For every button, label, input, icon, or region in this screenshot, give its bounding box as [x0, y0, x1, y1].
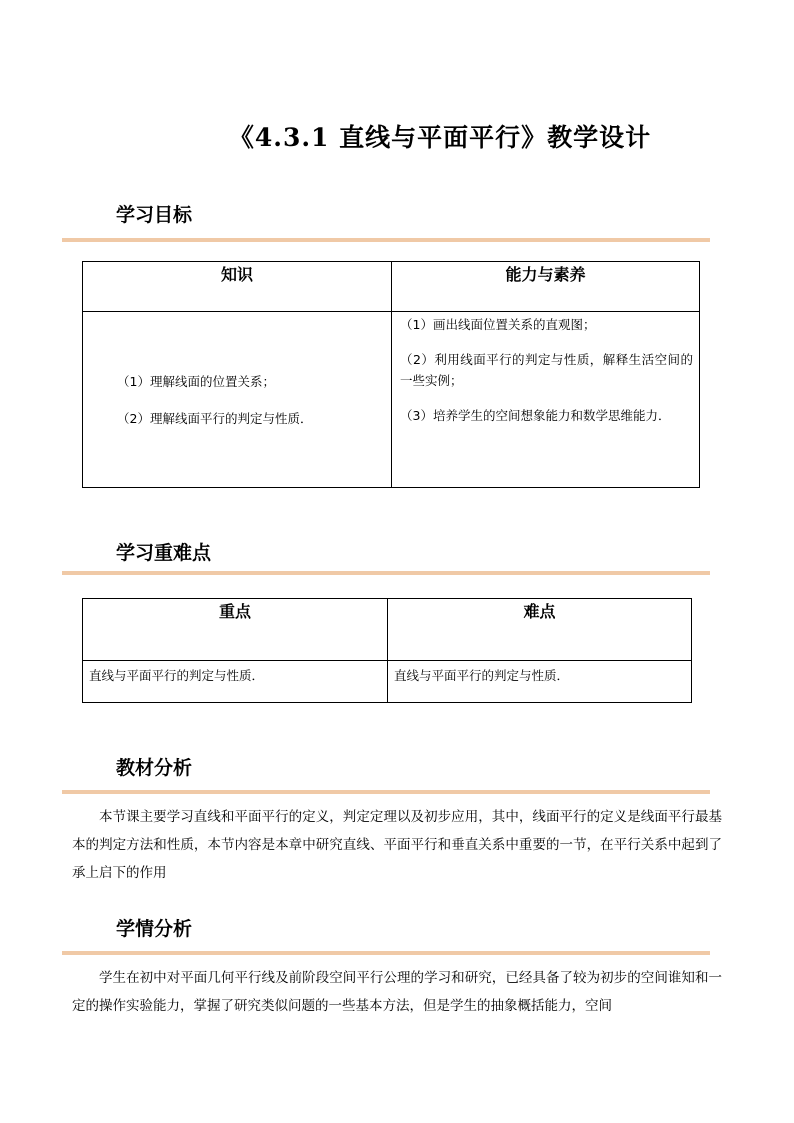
- textbook-paragraph: 本节课主要学习直线和平面平行的定义，判定定理以及初步应用，其中，线面平行的定义是线面平行最基本的判定方法和性质，本节内容是本章中研究直线、平面平行和垂直关系中重要的一节，在平行关系中起到了承上启下的作用: [72, 809, 722, 881]
- table-header-ability: 能力与素养: [392, 262, 700, 312]
- table-header-key-point: 重点: [83, 599, 388, 661]
- section-divider: [62, 951, 710, 955]
- key-point-text: 直线与平面平行的判定与性质．: [89, 668, 265, 683]
- section-divider: [62, 571, 710, 575]
- section-heading-textbook: 教材分析: [116, 757, 193, 779]
- knowledge-cell: [83, 312, 392, 488]
- page-title: 《4.3.1 直线与平面平行》教学设计: [228, 123, 652, 152]
- table-header-difficulty: 难点: [388, 599, 692, 661]
- knowledge-item: （2）理解线面平行的判定与性质．: [117, 410, 313, 426]
- ability-item: （2）利用线面平行的判定与性质，解释生活空间的一些实例；: [400, 352, 693, 388]
- students-paragraph: 学生在初中对平面几何平行线及前阶段空间平行公理的学习和研究，已经具备了较为初步的空间谁知和一定的操作实验能力，掌握了研究类似问题的一些基本方法，但是学生的抽象概括能力，空间: [72, 970, 722, 1014]
- section-divider: [62, 790, 710, 794]
- ability-cell: [392, 312, 700, 488]
- table-header-knowledge: 知识: [83, 262, 392, 312]
- section-divider: [62, 238, 710, 242]
- difficulty-cell: [388, 661, 692, 703]
- ability-item: （1）画出线面位置关系的直观图；: [400, 317, 596, 332]
- knowledge-item: （1）理解线面的位置关系；: [117, 373, 275, 389]
- section-heading-objectives: 学习目标: [116, 204, 193, 226]
- section-heading-key-points: 学习重难点: [116, 542, 212, 564]
- objectives-table: [82, 261, 700, 488]
- difficulty-text: 直线与平面平行的判定与性质．: [394, 668, 570, 683]
- key-point-cell: [83, 661, 388, 703]
- key-points-table: [82, 598, 692, 703]
- ability-item: （3）培养学生的空间想象能力和数学思维能力．: [400, 408, 671, 423]
- section-heading-students: 学情分析: [116, 918, 193, 940]
